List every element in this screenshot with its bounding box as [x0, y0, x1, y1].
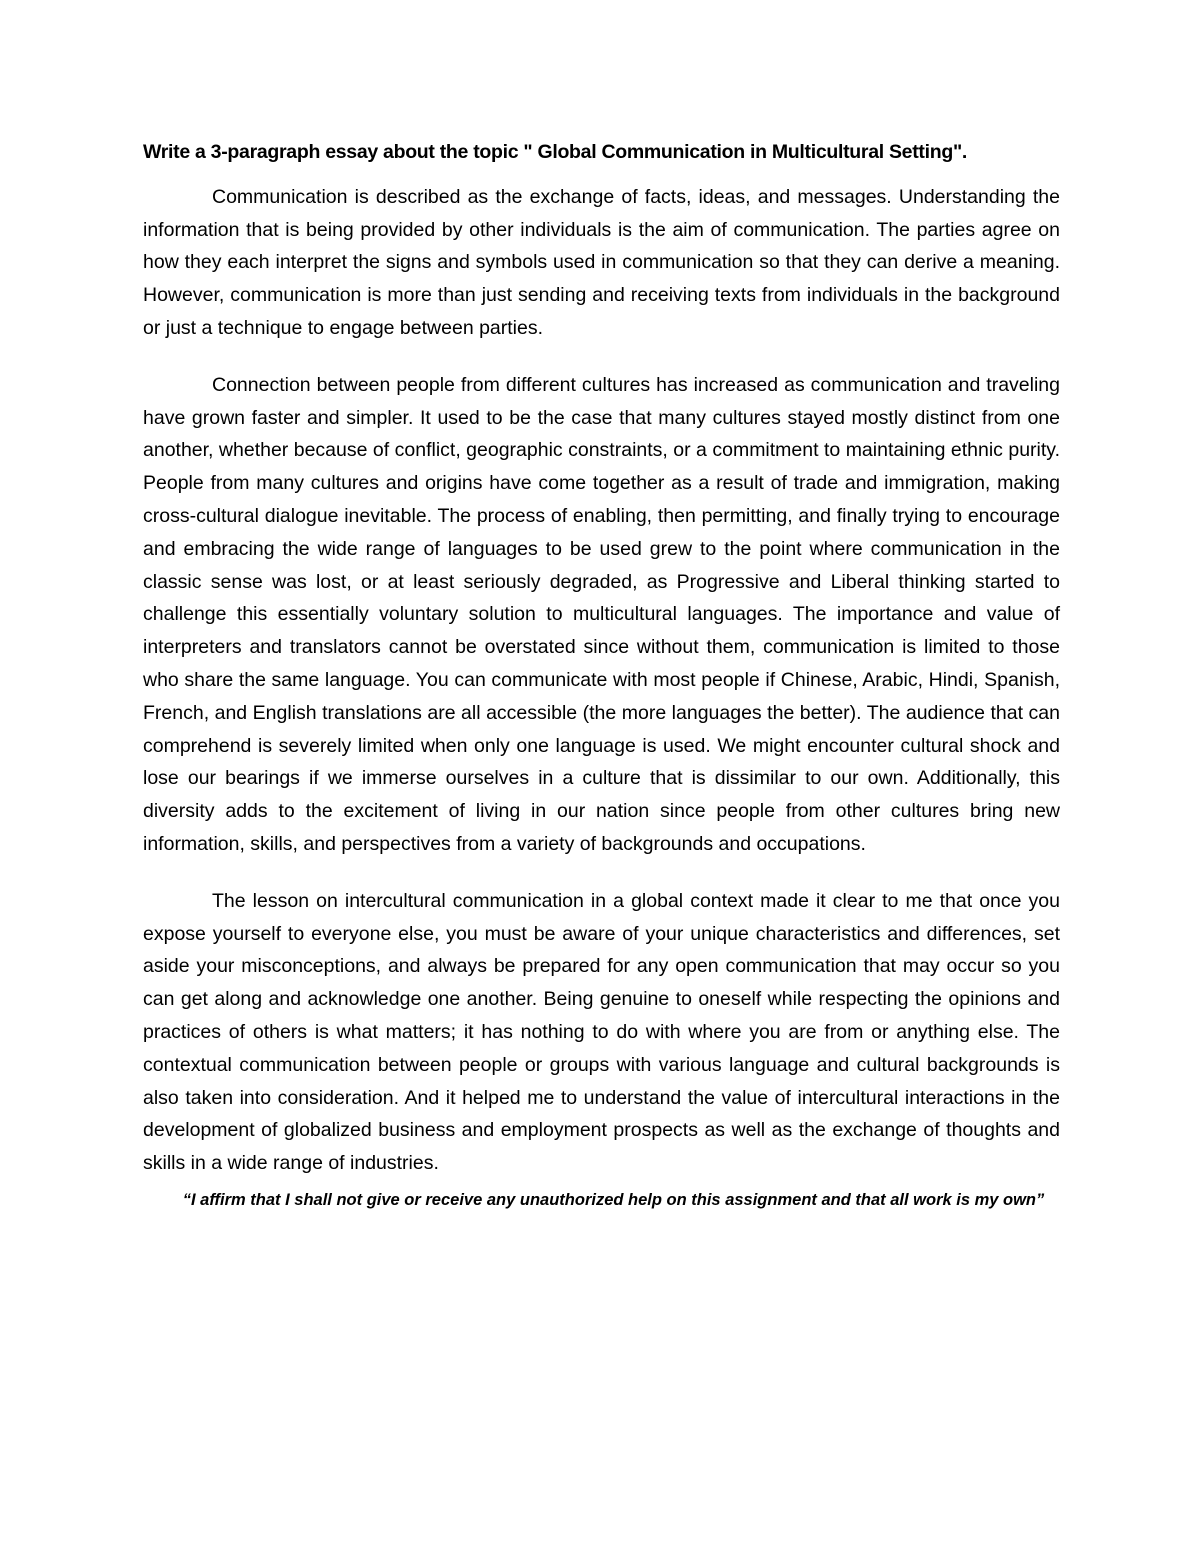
paragraph-2: Connection between people from different cultures has increased as communication and traveling have grown faster and simpler. It used to be the case that many cultures stayed mostly distinct from one another, whether because of conflict, geographic constraints, or a commitment to maintaining ethnic purity. People from many cultures and origins have come together as a result of trade and immigration, making cross-cultural dialogue inevitable. The process of enabling, then permitting, and finally trying to encourage and embracing the wide range of languages to be used grew to the point where communication in the classic sense was lost, or at least seriously degraded, as Progressive and Liberal thinking started to challenge this essentially voluntary solution to multicultural languages. The importance and value of interpreters and translators cannot be overstated since without them, communication is limited to those who share the same language. You can communicate with most people if Chinese, Arabic, Hindi, Spanish, French, and English translations are all accessible (the more languages the better). The audience that can comprehend is severely limited when only one language is used. We might encounter cultural shock and lose our bearings if we immerse ourselves in a culture that is dissimilar to our own. Additionally, this diversity adds to the excitement of living in our nation since people from other cultures bring new information, skills, and perspectives from a variety of backgrounds and occupations. [143, 373, 1060, 855]
document-body [143, 136, 1060, 1215]
essay-prompt: Write a 3-paragraph essay about the topic " Global Communication in Multicultural Setting". [143, 141, 968, 163]
honor-affirmation: “I affirm that I shall not give or receive any unauthorized help on this assignment and that all work is my own” [182, 1190, 1045, 1209]
paragraph-1: Communication is described as the exchange of facts, ideas, and messages. Understanding the information that is being provided by other individuals is the aim of communication. The parties agree on how they each interpret the signs and symbols used in communication so that they can derive a meaning. However, communication is more than just sending and receiving texts from individuals in the background or just a technique to engage between parties. [143, 185, 1060, 339]
paragraph-3: The lesson on intercultural communication in a global context made it clear to me that once you expose yourself to everyone else, you must be aware of your unique characteristics and differences, set aside your misconceptions, and always be prepared for any open communication that may occur so you can get along and acknowledge one another. Being genuine to oneself while respecting the opinions and practices of others is what matters; it has nothing to do with where you are from or anything else. The contextual communication between people or groups with various language and cultural backgrounds is also taken into consideration. And it helped me to understand the value of intercultural interactions in the development of globalized business and employment prospects as well as the exchange of thoughts and skills in a wide range of industries. [143, 889, 1060, 1175]
